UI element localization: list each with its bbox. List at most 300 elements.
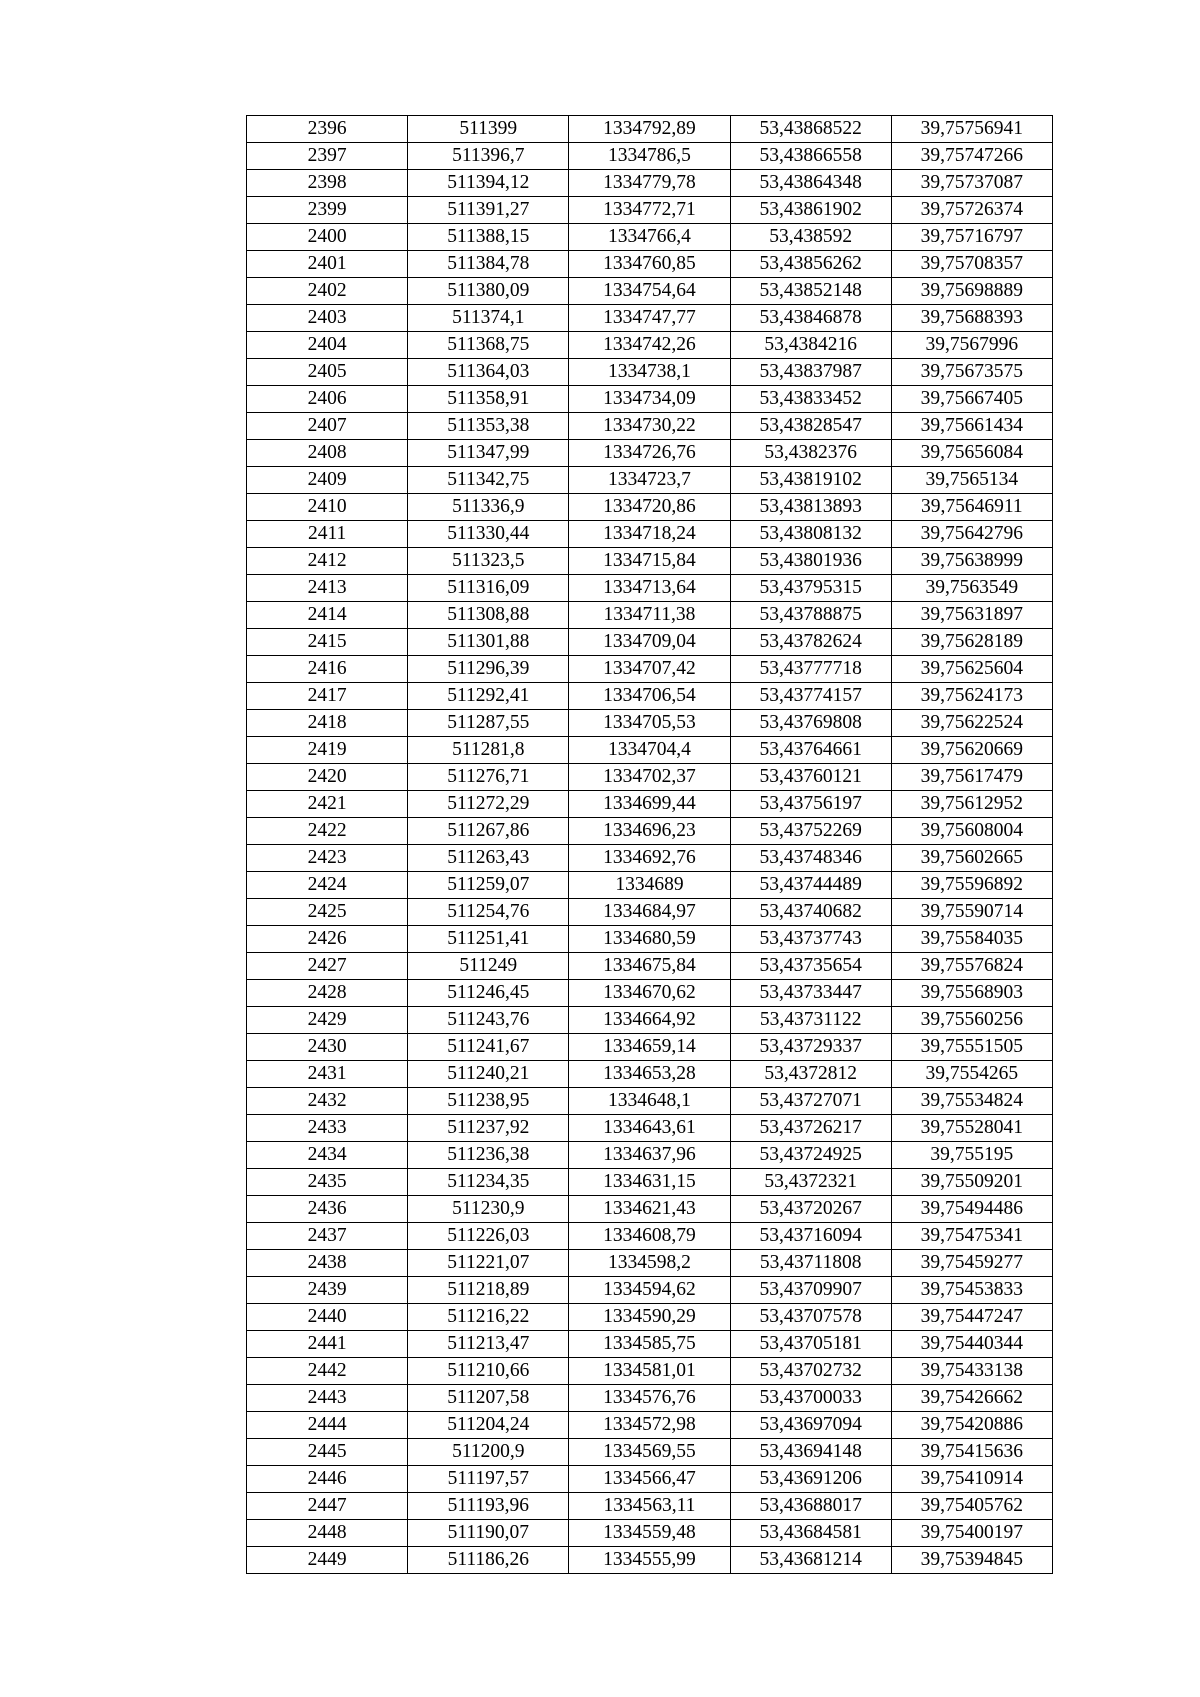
y-coordinate-cell: 1334643,61 — [569, 1115, 730, 1142]
longitude-cell: 39,75459277 — [891, 1250, 1052, 1277]
x-coordinate-cell: 511276,71 — [408, 764, 569, 791]
y-coordinate-cell: 1334704,4 — [569, 737, 730, 764]
table-row — [247, 332, 1053, 359]
x-coordinate-cell: 511241,67 — [408, 1034, 569, 1061]
y-coordinate-cell: 1334699,44 — [569, 791, 730, 818]
y-coordinate-cell: 1334566,47 — [569, 1466, 730, 1493]
longitude-cell: 39,75534824 — [891, 1088, 1052, 1115]
longitude-cell: 39,75620669 — [891, 737, 1052, 764]
y-coordinate-cell: 1334723,7 — [569, 467, 730, 494]
latitude-cell: 53,43777718 — [730, 656, 891, 683]
latitude-cell: 53,43752269 — [730, 818, 891, 845]
longitude-cell: 39,75528041 — [891, 1115, 1052, 1142]
longitude-cell: 39,75688393 — [891, 305, 1052, 332]
point-number-cell: 2412 — [247, 548, 408, 575]
point-number-cell: 2420 — [247, 764, 408, 791]
latitude-cell: 53,43808132 — [730, 521, 891, 548]
latitude-cell: 53,43688017 — [730, 1493, 891, 1520]
latitude-cell: 53,4372812 — [730, 1061, 891, 1088]
table-row — [247, 440, 1053, 467]
point-number-cell: 2433 — [247, 1115, 408, 1142]
point-number-cell: 2423 — [247, 845, 408, 872]
table-row — [247, 818, 1053, 845]
x-coordinate-cell: 511238,95 — [408, 1088, 569, 1115]
point-number-cell: 2436 — [247, 1196, 408, 1223]
latitude-cell: 53,43782624 — [730, 629, 891, 656]
table-row — [247, 1223, 1053, 1250]
x-coordinate-cell: 511287,55 — [408, 710, 569, 737]
x-coordinate-cell: 511394,12 — [408, 170, 569, 197]
y-coordinate-cell: 1334670,62 — [569, 980, 730, 1007]
x-coordinate-cell: 511251,41 — [408, 926, 569, 953]
x-coordinate-cell: 511190,07 — [408, 1520, 569, 1547]
point-number-cell: 2427 — [247, 953, 408, 980]
table-row — [247, 764, 1053, 791]
latitude-cell: 53,43709907 — [730, 1277, 891, 1304]
point-number-cell: 2444 — [247, 1412, 408, 1439]
table-row — [247, 386, 1053, 413]
y-coordinate-cell: 1334608,79 — [569, 1223, 730, 1250]
y-coordinate-cell: 1334718,24 — [569, 521, 730, 548]
table-row — [247, 1061, 1053, 1088]
table-row — [247, 1169, 1053, 1196]
point-number-cell: 2430 — [247, 1034, 408, 1061]
latitude-cell: 53,43681214 — [730, 1547, 891, 1574]
y-coordinate-cell: 1334692,76 — [569, 845, 730, 872]
x-coordinate-cell: 511210,66 — [408, 1358, 569, 1385]
table-row — [247, 953, 1053, 980]
longitude-cell: 39,7563549 — [891, 575, 1052, 602]
point-number-cell: 2398 — [247, 170, 408, 197]
x-coordinate-cell: 511221,07 — [408, 1250, 569, 1277]
longitude-cell: 39,75628189 — [891, 629, 1052, 656]
point-number-cell: 2416 — [247, 656, 408, 683]
point-number-cell: 2429 — [247, 1007, 408, 1034]
longitude-cell: 39,75726374 — [891, 197, 1052, 224]
longitude-cell: 39,75642796 — [891, 521, 1052, 548]
longitude-cell: 39,75447247 — [891, 1304, 1052, 1331]
x-coordinate-cell: 511226,03 — [408, 1223, 569, 1250]
latitude-cell: 53,43733447 — [730, 980, 891, 1007]
x-coordinate-cell: 511213,47 — [408, 1331, 569, 1358]
point-number-cell: 2432 — [247, 1088, 408, 1115]
table-row — [247, 683, 1053, 710]
x-coordinate-cell: 511240,21 — [408, 1061, 569, 1088]
point-number-cell: 2421 — [247, 791, 408, 818]
table-row — [247, 872, 1053, 899]
longitude-cell: 39,75590714 — [891, 899, 1052, 926]
latitude-cell: 53,43801936 — [730, 548, 891, 575]
point-number-cell: 2431 — [247, 1061, 408, 1088]
y-coordinate-cell: 1334709,04 — [569, 629, 730, 656]
x-coordinate-cell: 511368,75 — [408, 332, 569, 359]
point-number-cell: 2449 — [247, 1547, 408, 1574]
x-coordinate-cell: 511380,09 — [408, 278, 569, 305]
y-coordinate-cell: 1334684,97 — [569, 899, 730, 926]
y-coordinate-cell: 1334711,38 — [569, 602, 730, 629]
table-row — [247, 413, 1053, 440]
latitude-cell: 53,43868522 — [730, 116, 891, 143]
coordinates-table — [246, 115, 1053, 1574]
latitude-cell: 53,43760121 — [730, 764, 891, 791]
longitude-cell: 39,7554265 — [891, 1061, 1052, 1088]
x-coordinate-cell: 511358,91 — [408, 386, 569, 413]
point-number-cell: 2403 — [247, 305, 408, 332]
y-coordinate-cell: 1334581,01 — [569, 1358, 730, 1385]
x-coordinate-cell: 511263,43 — [408, 845, 569, 872]
table-row — [247, 197, 1053, 224]
y-coordinate-cell: 1334766,4 — [569, 224, 730, 251]
latitude-cell: 53,43727071 — [730, 1088, 891, 1115]
x-coordinate-cell: 511186,26 — [408, 1547, 569, 1574]
table-row — [247, 143, 1053, 170]
latitude-cell: 53,43684581 — [730, 1520, 891, 1547]
longitude-cell: 39,75612952 — [891, 791, 1052, 818]
longitude-cell: 39,7565134 — [891, 467, 1052, 494]
latitude-cell: 53,43694148 — [730, 1439, 891, 1466]
longitude-cell: 39,75624173 — [891, 683, 1052, 710]
latitude-cell: 53,43833452 — [730, 386, 891, 413]
y-coordinate-cell: 1334631,15 — [569, 1169, 730, 1196]
table-row — [247, 251, 1053, 278]
point-number-cell: 2397 — [247, 143, 408, 170]
x-coordinate-cell: 511384,78 — [408, 251, 569, 278]
longitude-cell: 39,75494486 — [891, 1196, 1052, 1223]
table-row — [247, 1196, 1053, 1223]
y-coordinate-cell: 1334689 — [569, 872, 730, 899]
y-coordinate-cell: 1334705,53 — [569, 710, 730, 737]
table-row — [247, 359, 1053, 386]
table-row — [247, 1547, 1053, 1574]
longitude-cell: 39,75410914 — [891, 1466, 1052, 1493]
point-number-cell: 2404 — [247, 332, 408, 359]
table-row — [247, 1520, 1053, 1547]
table-row — [247, 656, 1053, 683]
longitude-cell: 39,75576824 — [891, 953, 1052, 980]
x-coordinate-cell: 511267,86 — [408, 818, 569, 845]
point-number-cell: 2415 — [247, 629, 408, 656]
point-number-cell: 2402 — [247, 278, 408, 305]
x-coordinate-cell: 511301,88 — [408, 629, 569, 656]
longitude-cell: 39,75453833 — [891, 1277, 1052, 1304]
longitude-cell: 39,75596892 — [891, 872, 1052, 899]
y-coordinate-cell: 1334747,77 — [569, 305, 730, 332]
latitude-cell: 53,43700033 — [730, 1385, 891, 1412]
latitude-cell: 53,43852148 — [730, 278, 891, 305]
longitude-cell: 39,75420886 — [891, 1412, 1052, 1439]
table-row — [247, 1412, 1053, 1439]
latitude-cell: 53,43861902 — [730, 197, 891, 224]
longitude-cell: 39,75475341 — [891, 1223, 1052, 1250]
latitude-cell: 53,43735654 — [730, 953, 891, 980]
latitude-cell: 53,43866558 — [730, 143, 891, 170]
table-row — [247, 467, 1053, 494]
y-coordinate-cell: 1334559,48 — [569, 1520, 730, 1547]
x-coordinate-cell: 511207,58 — [408, 1385, 569, 1412]
table-row — [247, 1034, 1053, 1061]
table-row — [247, 737, 1053, 764]
x-coordinate-cell: 511391,27 — [408, 197, 569, 224]
y-coordinate-cell: 1334594,62 — [569, 1277, 730, 1304]
table-row — [247, 791, 1053, 818]
table-row — [247, 278, 1053, 305]
coordinates-table-body — [247, 116, 1053, 1574]
latitude-cell: 53,43737743 — [730, 926, 891, 953]
latitude-cell: 53,43764661 — [730, 737, 891, 764]
latitude-cell: 53,43813893 — [730, 494, 891, 521]
x-coordinate-cell: 511246,45 — [408, 980, 569, 1007]
latitude-cell: 53,43856262 — [730, 251, 891, 278]
y-coordinate-cell: 1334707,42 — [569, 656, 730, 683]
point-number-cell: 2401 — [247, 251, 408, 278]
latitude-cell: 53,4372321 — [730, 1169, 891, 1196]
longitude-cell: 39,75394845 — [891, 1547, 1052, 1574]
latitude-cell: 53,43819102 — [730, 467, 891, 494]
point-number-cell: 2443 — [247, 1385, 408, 1412]
y-coordinate-cell: 1334659,14 — [569, 1034, 730, 1061]
x-coordinate-cell: 511204,24 — [408, 1412, 569, 1439]
y-coordinate-cell: 1334576,76 — [569, 1385, 730, 1412]
table-row — [247, 305, 1053, 332]
x-coordinate-cell: 511243,76 — [408, 1007, 569, 1034]
y-coordinate-cell: 1334585,75 — [569, 1331, 730, 1358]
longitude-cell: 39,75716797 — [891, 224, 1052, 251]
table-row — [247, 521, 1053, 548]
table-row — [247, 899, 1053, 926]
point-number-cell: 2428 — [247, 980, 408, 1007]
y-coordinate-cell: 1334648,1 — [569, 1088, 730, 1115]
longitude-cell: 39,75568903 — [891, 980, 1052, 1007]
latitude-cell: 53,43837987 — [730, 359, 891, 386]
point-number-cell: 2447 — [247, 1493, 408, 1520]
y-coordinate-cell: 1334664,92 — [569, 1007, 730, 1034]
x-coordinate-cell: 511200,9 — [408, 1439, 569, 1466]
table-row — [247, 1250, 1053, 1277]
table-row — [247, 548, 1053, 575]
y-coordinate-cell: 1334653,28 — [569, 1061, 730, 1088]
latitude-cell: 53,43707578 — [730, 1304, 891, 1331]
x-coordinate-cell: 511237,92 — [408, 1115, 569, 1142]
table-row — [247, 170, 1053, 197]
point-number-cell: 2440 — [247, 1304, 408, 1331]
y-coordinate-cell: 1334706,54 — [569, 683, 730, 710]
latitude-cell: 53,43731122 — [730, 1007, 891, 1034]
latitude-cell: 53,43711808 — [730, 1250, 891, 1277]
latitude-cell: 53,43846878 — [730, 305, 891, 332]
latitude-cell: 53,43702732 — [730, 1358, 891, 1385]
latitude-cell: 53,43720267 — [730, 1196, 891, 1223]
table-row — [247, 1115, 1053, 1142]
latitude-cell: 53,43828547 — [730, 413, 891, 440]
point-number-cell: 2426 — [247, 926, 408, 953]
longitude-cell: 39,75551505 — [891, 1034, 1052, 1061]
y-coordinate-cell: 1334772,71 — [569, 197, 730, 224]
x-coordinate-cell: 511399 — [408, 116, 569, 143]
x-coordinate-cell: 511353,38 — [408, 413, 569, 440]
point-number-cell: 2413 — [247, 575, 408, 602]
point-number-cell: 2438 — [247, 1250, 408, 1277]
point-number-cell: 2406 — [247, 386, 408, 413]
longitude-cell: 39,75625604 — [891, 656, 1052, 683]
longitude-cell: 39,75673575 — [891, 359, 1052, 386]
table-row — [247, 926, 1053, 953]
longitude-cell: 39,75638999 — [891, 548, 1052, 575]
table-row — [247, 710, 1053, 737]
table-row — [247, 1088, 1053, 1115]
table-row — [247, 1331, 1053, 1358]
y-coordinate-cell: 1334792,89 — [569, 116, 730, 143]
x-coordinate-cell: 511296,39 — [408, 656, 569, 683]
longitude-cell: 39,75708357 — [891, 251, 1052, 278]
y-coordinate-cell: 1334637,96 — [569, 1142, 730, 1169]
point-number-cell: 2424 — [247, 872, 408, 899]
point-number-cell: 2400 — [247, 224, 408, 251]
longitude-cell: 39,75622524 — [891, 710, 1052, 737]
point-number-cell: 2445 — [247, 1439, 408, 1466]
x-coordinate-cell: 511216,22 — [408, 1304, 569, 1331]
x-coordinate-cell: 511272,29 — [408, 791, 569, 818]
x-coordinate-cell: 511249 — [408, 953, 569, 980]
y-coordinate-cell: 1334726,76 — [569, 440, 730, 467]
latitude-cell: 53,43724925 — [730, 1142, 891, 1169]
latitude-cell: 53,43740682 — [730, 899, 891, 926]
latitude-cell: 53,43729337 — [730, 1034, 891, 1061]
longitude-cell: 39,75400197 — [891, 1520, 1052, 1547]
table-row — [247, 116, 1053, 143]
x-coordinate-cell: 511396,7 — [408, 143, 569, 170]
latitude-cell: 53,43748346 — [730, 845, 891, 872]
longitude-cell: 39,75631897 — [891, 602, 1052, 629]
y-coordinate-cell: 1334702,37 — [569, 764, 730, 791]
longitude-cell: 39,75433138 — [891, 1358, 1052, 1385]
x-coordinate-cell: 511197,57 — [408, 1466, 569, 1493]
y-coordinate-cell: 1334786,5 — [569, 143, 730, 170]
longitude-cell: 39,75617479 — [891, 764, 1052, 791]
y-coordinate-cell: 1334563,11 — [569, 1493, 730, 1520]
x-coordinate-cell: 511336,9 — [408, 494, 569, 521]
x-coordinate-cell: 511254,76 — [408, 899, 569, 926]
point-number-cell: 2410 — [247, 494, 408, 521]
y-coordinate-cell: 1334738,1 — [569, 359, 730, 386]
table-row — [247, 1142, 1053, 1169]
latitude-cell: 53,43756197 — [730, 791, 891, 818]
point-number-cell: 2442 — [247, 1358, 408, 1385]
longitude-cell: 39,75560256 — [891, 1007, 1052, 1034]
y-coordinate-cell: 1334720,86 — [569, 494, 730, 521]
x-coordinate-cell: 511236,38 — [408, 1142, 569, 1169]
latitude-cell: 53,43705181 — [730, 1331, 891, 1358]
longitude-cell: 39,75415636 — [891, 1439, 1052, 1466]
longitude-cell: 39,75698889 — [891, 278, 1052, 305]
latitude-cell: 53,43795315 — [730, 575, 891, 602]
y-coordinate-cell: 1334621,43 — [569, 1196, 730, 1223]
table-row — [247, 224, 1053, 251]
y-coordinate-cell: 1334715,84 — [569, 548, 730, 575]
longitude-cell: 39,75405762 — [891, 1493, 1052, 1520]
x-coordinate-cell: 511330,44 — [408, 521, 569, 548]
latitude-cell: 53,43769808 — [730, 710, 891, 737]
x-coordinate-cell: 511218,89 — [408, 1277, 569, 1304]
latitude-cell: 53,43774157 — [730, 683, 891, 710]
longitude-cell: 39,75608004 — [891, 818, 1052, 845]
latitude-cell: 53,4384216 — [730, 332, 891, 359]
table-row — [247, 1466, 1053, 1493]
x-coordinate-cell: 511342,75 — [408, 467, 569, 494]
longitude-cell: 39,75602665 — [891, 845, 1052, 872]
y-coordinate-cell: 1334680,59 — [569, 926, 730, 953]
longitude-cell: 39,75667405 — [891, 386, 1052, 413]
point-number-cell: 2446 — [247, 1466, 408, 1493]
point-number-cell: 2399 — [247, 197, 408, 224]
longitude-cell: 39,7567996 — [891, 332, 1052, 359]
latitude-cell: 53,43691206 — [730, 1466, 891, 1493]
latitude-cell: 53,438592 — [730, 224, 891, 251]
latitude-cell: 53,43697094 — [730, 1412, 891, 1439]
latitude-cell: 53,4382376 — [730, 440, 891, 467]
table-row — [247, 1385, 1053, 1412]
point-number-cell: 2408 — [247, 440, 408, 467]
table-row — [247, 980, 1053, 1007]
x-coordinate-cell: 511230,9 — [408, 1196, 569, 1223]
point-number-cell: 2414 — [247, 602, 408, 629]
latitude-cell: 53,43716094 — [730, 1223, 891, 1250]
point-number-cell: 2409 — [247, 467, 408, 494]
table-row — [247, 1007, 1053, 1034]
y-coordinate-cell: 1334555,99 — [569, 1547, 730, 1574]
y-coordinate-cell: 1334754,64 — [569, 278, 730, 305]
table-row — [247, 494, 1053, 521]
x-coordinate-cell: 511323,5 — [408, 548, 569, 575]
longitude-cell: 39,75426662 — [891, 1385, 1052, 1412]
table-row — [247, 629, 1053, 656]
point-number-cell: 2437 — [247, 1223, 408, 1250]
x-coordinate-cell: 511281,8 — [408, 737, 569, 764]
x-coordinate-cell: 511292,41 — [408, 683, 569, 710]
table-row — [247, 575, 1053, 602]
point-number-cell: 2407 — [247, 413, 408, 440]
longitude-cell: 39,75509201 — [891, 1169, 1052, 1196]
longitude-cell: 39,75584035 — [891, 926, 1052, 953]
x-coordinate-cell: 511316,09 — [408, 575, 569, 602]
longitude-cell: 39,75661434 — [891, 413, 1052, 440]
table-row — [247, 1277, 1053, 1304]
point-number-cell: 2418 — [247, 710, 408, 737]
y-coordinate-cell: 1334572,98 — [569, 1412, 730, 1439]
point-number-cell: 2425 — [247, 899, 408, 926]
longitude-cell: 39,75737087 — [891, 170, 1052, 197]
table-row — [247, 1304, 1053, 1331]
y-coordinate-cell: 1334675,84 — [569, 953, 730, 980]
y-coordinate-cell: 1334696,23 — [569, 818, 730, 845]
longitude-cell: 39,75756941 — [891, 116, 1052, 143]
x-coordinate-cell: 511234,35 — [408, 1169, 569, 1196]
table-row — [247, 602, 1053, 629]
table-row — [247, 1439, 1053, 1466]
y-coordinate-cell: 1334590,29 — [569, 1304, 730, 1331]
x-coordinate-cell: 511388,15 — [408, 224, 569, 251]
longitude-cell: 39,755195 — [891, 1142, 1052, 1169]
latitude-cell: 53,43864348 — [730, 170, 891, 197]
latitude-cell: 53,43744489 — [730, 872, 891, 899]
longitude-cell: 39,75440344 — [891, 1331, 1052, 1358]
point-number-cell: 2396 — [247, 116, 408, 143]
point-number-cell: 2411 — [247, 521, 408, 548]
point-number-cell: 2441 — [247, 1331, 408, 1358]
y-coordinate-cell: 1334734,09 — [569, 386, 730, 413]
latitude-cell: 53,43726217 — [730, 1115, 891, 1142]
y-coordinate-cell: 1334598,2 — [569, 1250, 730, 1277]
longitude-cell: 39,75656084 — [891, 440, 1052, 467]
